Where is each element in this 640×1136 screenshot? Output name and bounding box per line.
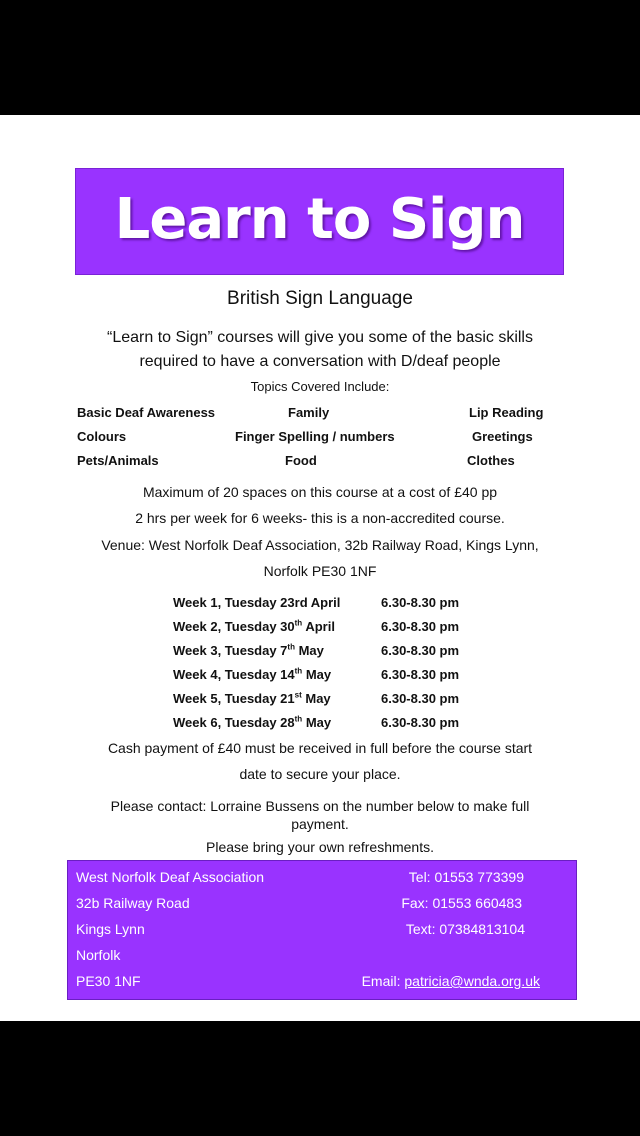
week-6-time: 6.30-8.30 pm — [381, 715, 460, 730]
title-banner — [75, 168, 564, 275]
week-1-time: 6.30-8.30 pm — [381, 595, 460, 610]
topic-greetings: Greetings — [472, 429, 533, 444]
week-5-time: 6.30-8.30 pm — [381, 691, 460, 706]
week-4-date: Week 4, Tuesday 14th May — [173, 666, 332, 682]
footer-org-name: West Norfolk Deaf Association — [76, 869, 265, 885]
footer-email-label: Email: — [361, 973, 405, 989]
topics-heading: Topics Covered Include: — [250, 379, 390, 394]
hours-info: 2 hrs per week for 6 weeks- this is a non-accredited course. — [135, 510, 505, 526]
topic-finger-spelling: Finger Spelling / numbers — [235, 429, 395, 444]
refreshments-note: Please bring your own refreshments. — [206, 839, 434, 855]
footer-county: Norfolk — [76, 947, 121, 963]
topic-food: Food — [285, 453, 317, 468]
intro-line-2: required to have a conversation with D/deaf people — [139, 353, 501, 370]
intro-line-1: “Learn to Sign” courses will give you some of the basic skills — [107, 329, 533, 346]
banner-title: Learn to Sign — [114, 187, 525, 252]
spaces-info: Maximum of 20 spaces on this course at a cost of £40 pp — [142, 484, 498, 500]
footer-postcode: PE30 1NF — [76, 973, 141, 989]
email-link[interactable]: patricia@wnda.org.uk — [404, 973, 540, 989]
topic-basic-deaf-awareness: Basic Deaf Awareness — [77, 405, 216, 420]
contact-line-1: Please contact: Lorraine Bussens on the number below to make full — [110, 798, 530, 814]
week-2-time: 6.30-8.30 pm — [381, 619, 460, 634]
footer-text: Text: 07384813104 — [405, 921, 525, 937]
payment-line-2: date to secure your place. — [239, 766, 401, 782]
venue-line-1: Venue: West Norfolk Deaf Association, 32b Railway Road, Kings Lynn, — [101, 537, 539, 553]
topic-family: Family — [288, 405, 330, 420]
footer-street: 32b Railway Road — [76, 895, 190, 911]
week-1-date: Week 1, Tuesday 23rd April — [173, 595, 341, 610]
footer-town: Kings Lynn — [76, 921, 145, 937]
week-6-date: Week 6, Tuesday 28th May — [173, 714, 332, 730]
topic-colours: Colours — [77, 429, 127, 444]
footer-tel: Tel: 01553 773399 — [408, 869, 524, 885]
week-4-time: 6.30-8.30 pm — [381, 667, 460, 682]
subtitle: British Sign Language — [227, 288, 413, 309]
contact-line-2: payment. — [291, 816, 349, 832]
week-3-time: 6.30-8.30 pm — [381, 643, 460, 658]
venue-line-2: Norfolk PE30 1NF — [263, 563, 377, 579]
intro-text — [0, 326, 640, 374]
week-2-date: Week 2, Tuesday 30th April — [173, 618, 335, 634]
payment-line-1: Cash payment of £40 must be received in full before the course start — [107, 740, 533, 756]
contact-footer — [67, 860, 577, 1000]
footer-email — [362, 973, 540, 989]
flyer-page — [0, 115, 640, 1021]
topic-clothes: Clothes — [467, 453, 515, 468]
topic-pets-animals: Pets/Animals — [77, 453, 159, 468]
footer-fax: Fax: 01553 660483 — [401, 895, 522, 911]
week-3-date: Week 3, Tuesday 7th May — [173, 642, 324, 658]
week-5-date: Week 5, Tuesday 21st May — [173, 690, 331, 706]
topic-lip-reading: Lip Reading — [469, 405, 544, 420]
